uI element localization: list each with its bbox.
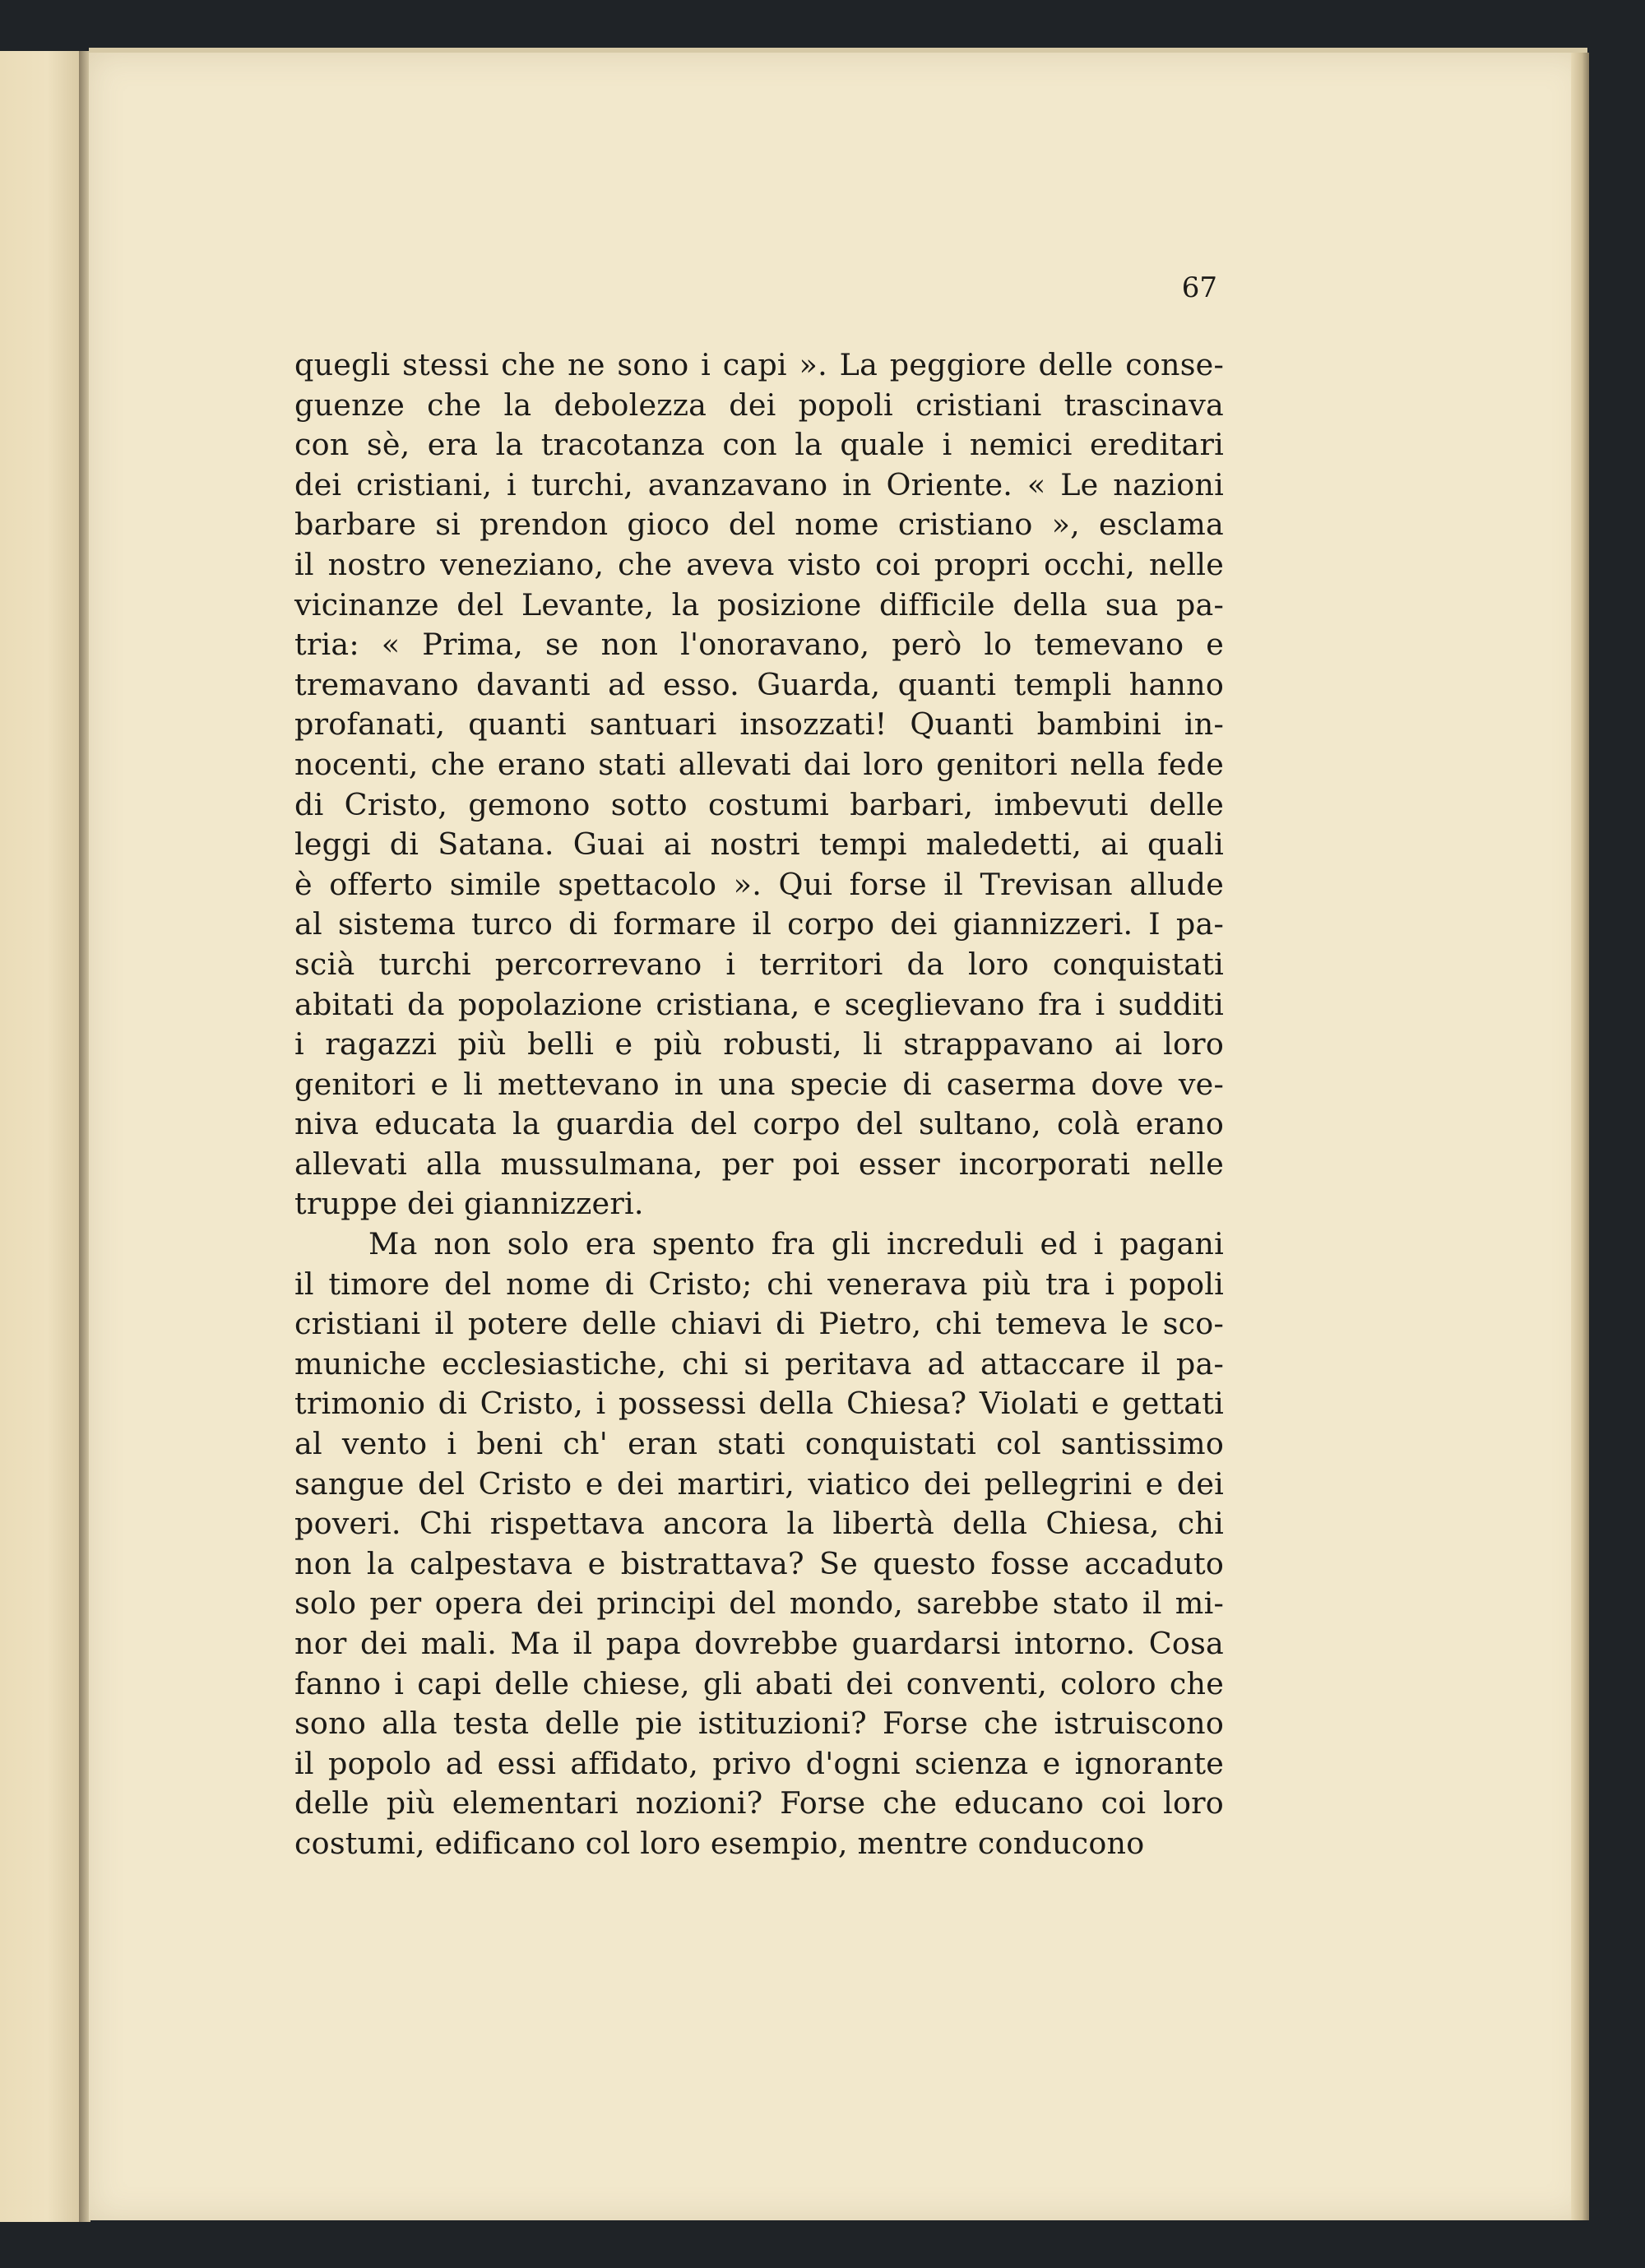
text-line: di Cristo, gemono sotto costumi barbari, imbevuti delle <box>294 786 1224 822</box>
text-line: il nostro veneziano, che aveva visto coi propri occhi, nelle <box>294 546 1224 582</box>
text-line: barbare si prendon gioco del nome cristiano », esclama <box>294 507 1224 543</box>
text-line: il timore del nome di Cristo; chi venerava più tra i popoli <box>294 1266 1224 1302</box>
text-line: al vento i beni ch' eran stati conquistati col santissimo <box>294 1426 1224 1462</box>
text-line: muniche ecclesiastiche, chi si peritava ad attaccare il pa- <box>294 1345 1224 1382</box>
text-line: trimonio di Cristo, i possessi della Chiesa? Violati e gettati <box>294 1386 1224 1422</box>
page-right-edge <box>1571 53 1589 2220</box>
text-line: nocenti, che erano stati allevati dai loro genitori nella fede <box>294 746 1224 782</box>
text-line: tremavano davanti ad esso. Guarda, quanti templi hanno <box>294 666 1224 702</box>
paragraph <box>294 345 1224 1224</box>
text-line: profanati, quanti santuari insozzati! Quanti bambini in- <box>294 706 1224 743</box>
text-line: allevati alla mussulmana, per poi esser incorporati nelle <box>294 1146 1224 1182</box>
text-line: costumi, edificano col loro esempio, mentre conducono <box>294 1825 1145 1861</box>
text-line: i ragazzi più belli e più robusti, li strappavano ai loro <box>294 1026 1224 1062</box>
text-line: solo per opera dei principi del mondo, sarebbe stato il mi- <box>294 1585 1224 1622</box>
text-line: dei cristiani, i turchi, avanzavano in Oriente. « Le nazioni <box>294 466 1224 502</box>
text-line: abitati da popolazione cristiana, e sceglievano fra i sudditi <box>294 986 1224 1022</box>
text-line: sono alla testa delle pie istituzioni? Forse che istruiscono <box>294 1706 1224 1742</box>
text-line: quegli stessi che ne sono i capi ». La peggiore delle conse- <box>294 347 1224 382</box>
text-line: leggi di Satana. Guai ai nostri tempi maledetti, ai quali <box>294 826 1224 863</box>
text-line: tria: « Prima, se non l'onoravano, però lo temevano e <box>294 627 1224 663</box>
text-line: il popolo ad essi affidato, privo d'ogni scienza e ignorante <box>294 1745 1224 1781</box>
text-line: non la calpestava e bistrattava? Se questo fosse accaduto <box>294 1545 1224 1581</box>
paragraph <box>294 1224 1224 1864</box>
body-text <box>294 345 1224 1864</box>
text-line: poveri. Chi rispettava ancora la libertà della Chiesa, chi <box>294 1506 1224 1542</box>
text-line: cristiani il potere delle chiavi di Pietro, chi temeva le sco- <box>294 1306 1224 1342</box>
text-line: Ma non solo era spento fra gli increduli ed i pagani <box>368 1226 1224 1262</box>
text-line: scià turchi percorrevano i territori da loro conquistati <box>294 946 1224 982</box>
text-line: niva educata la guardia del corpo del sultano, colà erano <box>294 1106 1224 1142</box>
text-line: nor dei mali. Ma il papa dovrebbe guardarsi intorno. Cosa <box>294 1626 1224 1661</box>
text-line: truppe dei giannizzeri. <box>294 1186 644 1222</box>
page-number: 67 <box>1181 271 1217 304</box>
text-line: genitori e li mettevano in una specie di caserma dove ve- <box>294 1066 1224 1102</box>
text-line: delle più elementari nozioni? Forse che educano coi loro <box>294 1785 1224 1821</box>
left-page-edge <box>0 51 81 2222</box>
text-line: sangue del Cristo e dei martiri, viatico dei pellegrini e dei <box>294 1465 1224 1502</box>
text-line: al sistema turco di formare il corpo dei giannizzeri. I pa- <box>294 906 1224 942</box>
text-line: vicinanze del Levante, la posizione difficile della sua pa- <box>294 586 1224 623</box>
text-line: guenze che la debolezza dei popoli cristiani trascinava <box>294 386 1224 423</box>
text-line: fanno i capi delle chiese, gli abati dei conventi, coloro che <box>294 1665 1224 1701</box>
text-line: con sè, era la tracotanza con la quale i nemici ereditari <box>294 427 1224 463</box>
text-line: è offerto simile spettacolo ». Qui forse il Trevisan allude <box>294 866 1224 902</box>
